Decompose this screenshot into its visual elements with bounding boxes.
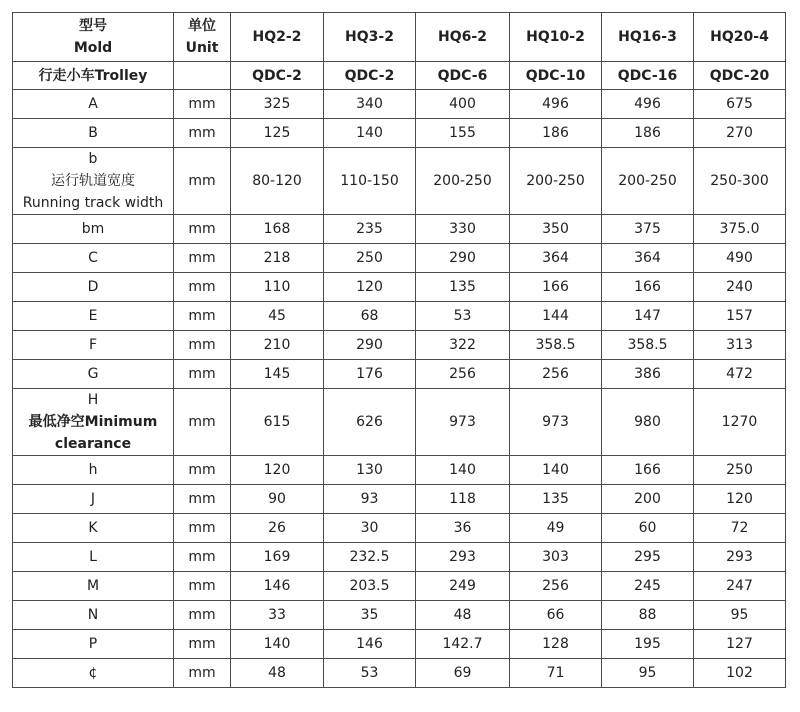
row-label-line: 最低净空Minimum <box>28 414 158 430</box>
value-cell: 48 <box>416 601 510 630</box>
value-cell: 293 <box>416 543 510 572</box>
value-cell: 490 <box>694 244 786 273</box>
row-label-cell <box>13 456 174 485</box>
value-cell: 980 <box>602 389 694 456</box>
value-cell: 36 <box>416 514 510 543</box>
value-cell: 240 <box>694 273 786 302</box>
value-cell: 615 <box>231 389 324 456</box>
value-cell: 290 <box>324 331 416 360</box>
table-row <box>13 514 786 543</box>
value-cell: 256 <box>510 360 602 389</box>
value-cell: 1270 <box>694 389 786 456</box>
value-cell: 169 <box>231 543 324 572</box>
row-unit-cell: mm <box>174 302 231 331</box>
value-cell: 200-250 <box>510 148 602 215</box>
value-cell: 200 <box>602 485 694 514</box>
value-cell: 496 <box>510 90 602 119</box>
row-label-cell <box>13 244 174 273</box>
row-label-line: B <box>88 125 98 141</box>
value-cell: 210 <box>231 331 324 360</box>
value-cell: 48 <box>231 659 324 688</box>
value-cell: 186 <box>510 119 602 148</box>
value-cell: 60 <box>602 514 694 543</box>
row-unit-cell: mm <box>174 485 231 514</box>
value-cell: 375 <box>602 215 694 244</box>
row-label-cell <box>13 302 174 331</box>
row-label-line: 运行轨道宽度 <box>51 173 135 189</box>
value-cell: 80-120 <box>231 148 324 215</box>
row-label-line: M <box>86 578 100 594</box>
table-row <box>13 244 786 273</box>
value-cell: 110-150 <box>324 148 416 215</box>
row-unit-cell: mm <box>174 389 231 456</box>
row-label-cell <box>13 360 174 389</box>
table-row <box>13 360 786 389</box>
value-cell: 140 <box>324 119 416 148</box>
row-label-line: D <box>87 279 99 295</box>
value-cell: 250 <box>694 456 786 485</box>
value-cell: 146 <box>324 630 416 659</box>
row-label-line: bm <box>81 221 105 237</box>
value-cell: 166 <box>602 456 694 485</box>
row-label-line: H <box>87 392 99 408</box>
row-label-line: clearance <box>54 436 132 452</box>
row-label-cell <box>13 148 174 215</box>
value-cell: 203.5 <box>324 572 416 601</box>
value-cell: 496 <box>602 90 694 119</box>
table-row <box>13 543 786 572</box>
table-row <box>13 659 786 688</box>
value-cell: 303 <box>510 543 602 572</box>
value-cell: 256 <box>510 572 602 601</box>
value-cell: 973 <box>510 389 602 456</box>
row-label-cell <box>13 659 174 688</box>
row-unit-cell: mm <box>174 148 231 215</box>
value-cell: 125 <box>231 119 324 148</box>
value-cell: 49 <box>510 514 602 543</box>
value-cell: 249 <box>416 572 510 601</box>
value-cell: 295 <box>602 543 694 572</box>
value-cell: 256 <box>416 360 510 389</box>
value-cell: 168 <box>231 215 324 244</box>
value-cell: 200-250 <box>416 148 510 215</box>
row-label-line: b <box>88 151 98 167</box>
value-cell: 140 <box>510 456 602 485</box>
model-header-cell: HQ16-3 <box>602 13 694 62</box>
model-header-cell: HQ10-2 <box>510 13 602 62</box>
value-cell: 330 <box>416 215 510 244</box>
model-header-cell: HQ6-2 <box>416 13 510 62</box>
table-row <box>13 389 786 456</box>
row-unit-cell: mm <box>174 360 231 389</box>
value-cell: 110 <box>231 273 324 302</box>
table-row <box>13 601 786 630</box>
value-cell: 102 <box>694 659 786 688</box>
row-unit-cell: mm <box>174 244 231 273</box>
model-header-cell: HQ3-2 <box>324 13 416 62</box>
spec-table-wrapper <box>12 12 786 688</box>
row-label-line: K <box>88 520 98 536</box>
trolley-model-cell: QDC-2 <box>324 62 416 90</box>
value-cell: 128 <box>510 630 602 659</box>
value-cell: 675 <box>694 90 786 119</box>
value-cell: 127 <box>694 630 786 659</box>
row-label-cell <box>13 514 174 543</box>
value-cell: 200-250 <box>602 148 694 215</box>
value-cell: 340 <box>324 90 416 119</box>
row-label-cell <box>13 331 174 360</box>
value-cell: 364 <box>602 244 694 273</box>
value-cell: 140 <box>231 630 324 659</box>
value-cell: 325 <box>231 90 324 119</box>
table-row <box>13 90 786 119</box>
trolley-unit <box>174 62 231 90</box>
value-cell: 120 <box>231 456 324 485</box>
header-row <box>13 13 786 62</box>
value-cell: 118 <box>416 485 510 514</box>
row-label-cell <box>13 389 174 456</box>
trolley-label: 行走小车Trolley <box>13 62 174 90</box>
row-label-line: h <box>88 462 98 478</box>
row-label-line: C <box>88 250 98 266</box>
mold-header-cn: 型号 <box>79 18 107 34</box>
value-cell: 218 <box>231 244 324 273</box>
row-label-line: A <box>88 96 98 112</box>
value-cell: 166 <box>510 273 602 302</box>
table-row <box>13 572 786 601</box>
value-cell: 30 <box>324 514 416 543</box>
table-row <box>13 273 786 302</box>
table-row <box>13 148 786 215</box>
row-label-cell <box>13 273 174 302</box>
row-label-cell <box>13 215 174 244</box>
value-cell: 232.5 <box>324 543 416 572</box>
value-cell: 235 <box>324 215 416 244</box>
row-unit-cell: mm <box>174 273 231 302</box>
value-cell: 186 <box>602 119 694 148</box>
row-unit-cell: mm <box>174 331 231 360</box>
value-cell: 626 <box>324 389 416 456</box>
value-cell: 120 <box>324 273 416 302</box>
value-cell: 195 <box>602 630 694 659</box>
row-label-cell <box>13 485 174 514</box>
table-row <box>13 119 786 148</box>
value-cell: 130 <box>324 456 416 485</box>
unit-header-cell <box>174 13 231 62</box>
value-cell: 68 <box>324 302 416 331</box>
value-cell: 95 <box>694 601 786 630</box>
row-label-cell <box>13 119 174 148</box>
mold-header-en: Mold <box>73 40 113 56</box>
value-cell: 400 <box>416 90 510 119</box>
row-label-line: G <box>87 366 99 382</box>
row-label-line: L <box>89 549 97 565</box>
value-cell: 88 <box>602 601 694 630</box>
value-cell: 93 <box>324 485 416 514</box>
value-cell: 33 <box>231 601 324 630</box>
row-unit-cell: mm <box>174 456 231 485</box>
row-unit-cell: mm <box>174 630 231 659</box>
value-cell: 290 <box>416 244 510 273</box>
row-unit-cell: mm <box>174 543 231 572</box>
row-unit-cell: mm <box>174 572 231 601</box>
value-cell: 155 <box>416 119 510 148</box>
model-header-cell: HQ20-4 <box>694 13 786 62</box>
value-cell: 66 <box>510 601 602 630</box>
row-label-line: P <box>88 636 98 652</box>
value-cell: 69 <box>416 659 510 688</box>
value-cell: 45 <box>231 302 324 331</box>
trolley-model-cell: QDC-2 <box>231 62 324 90</box>
value-cell: 350 <box>510 215 602 244</box>
value-cell: 973 <box>416 389 510 456</box>
table-row <box>13 630 786 659</box>
value-cell: 322 <box>416 331 510 360</box>
value-cell: 364 <box>510 244 602 273</box>
row-label-line: N <box>87 607 99 623</box>
value-cell: 95 <box>602 659 694 688</box>
trolley-row <box>13 62 786 90</box>
value-cell: 250 <box>324 244 416 273</box>
value-cell: 90 <box>231 485 324 514</box>
spec-table <box>12 12 786 688</box>
table-row <box>13 215 786 244</box>
table-row <box>13 456 786 485</box>
value-cell: 135 <box>416 273 510 302</box>
value-cell: 375.0 <box>694 215 786 244</box>
trolley-model-cell: QDC-6 <box>416 62 510 90</box>
value-cell: 145 <box>231 360 324 389</box>
value-cell: 120 <box>694 485 786 514</box>
value-cell: 358.5 <box>510 331 602 360</box>
value-cell: 142.7 <box>416 630 510 659</box>
table-row <box>13 485 786 514</box>
row-label-cell <box>13 543 174 572</box>
value-cell: 270 <box>694 119 786 148</box>
row-label-cell <box>13 601 174 630</box>
value-cell: 313 <box>694 331 786 360</box>
value-cell: 26 <box>231 514 324 543</box>
value-cell: 166 <box>602 273 694 302</box>
value-cell: 293 <box>694 543 786 572</box>
trolley-model-cell: QDC-20 <box>694 62 786 90</box>
row-label-line: Running track width <box>22 195 164 211</box>
value-cell: 147 <box>602 302 694 331</box>
value-cell: 157 <box>694 302 786 331</box>
value-cell: 35 <box>324 601 416 630</box>
value-cell: 53 <box>416 302 510 331</box>
row-label-cell <box>13 572 174 601</box>
row-unit-cell: mm <box>174 659 231 688</box>
unit-header-en: Unit <box>185 40 219 56</box>
row-unit-cell: mm <box>174 119 231 148</box>
value-cell: 146 <box>231 572 324 601</box>
value-cell: 472 <box>694 360 786 389</box>
trolley-model-cell: QDC-16 <box>602 62 694 90</box>
row-label-line: E <box>88 308 98 324</box>
unit-header-cn: 单位 <box>188 18 216 34</box>
value-cell: 140 <box>416 456 510 485</box>
model-header-cell: HQ2-2 <box>231 13 324 62</box>
row-unit-cell: mm <box>174 601 231 630</box>
value-cell: 247 <box>694 572 786 601</box>
value-cell: 144 <box>510 302 602 331</box>
value-cell: 53 <box>324 659 416 688</box>
value-cell: 386 <box>602 360 694 389</box>
row-label-line: F <box>88 337 98 353</box>
value-cell: 358.5 <box>602 331 694 360</box>
table-row <box>13 331 786 360</box>
trolley-model-cell: QDC-10 <box>510 62 602 90</box>
mold-header-cell <box>13 13 174 62</box>
value-cell: 245 <box>602 572 694 601</box>
value-cell: 71 <box>510 659 602 688</box>
value-cell: 176 <box>324 360 416 389</box>
value-cell: 72 <box>694 514 786 543</box>
value-cell: 135 <box>510 485 602 514</box>
value-cell: 250-300 <box>694 148 786 215</box>
row-label-cell <box>13 630 174 659</box>
table-row <box>13 302 786 331</box>
row-unit-cell: mm <box>174 514 231 543</box>
row-label-cell <box>13 90 174 119</box>
row-label-line: J <box>90 491 96 507</box>
row-unit-cell: mm <box>174 215 231 244</box>
row-label-line: ¢ <box>88 665 98 681</box>
row-unit-cell: mm <box>174 90 231 119</box>
